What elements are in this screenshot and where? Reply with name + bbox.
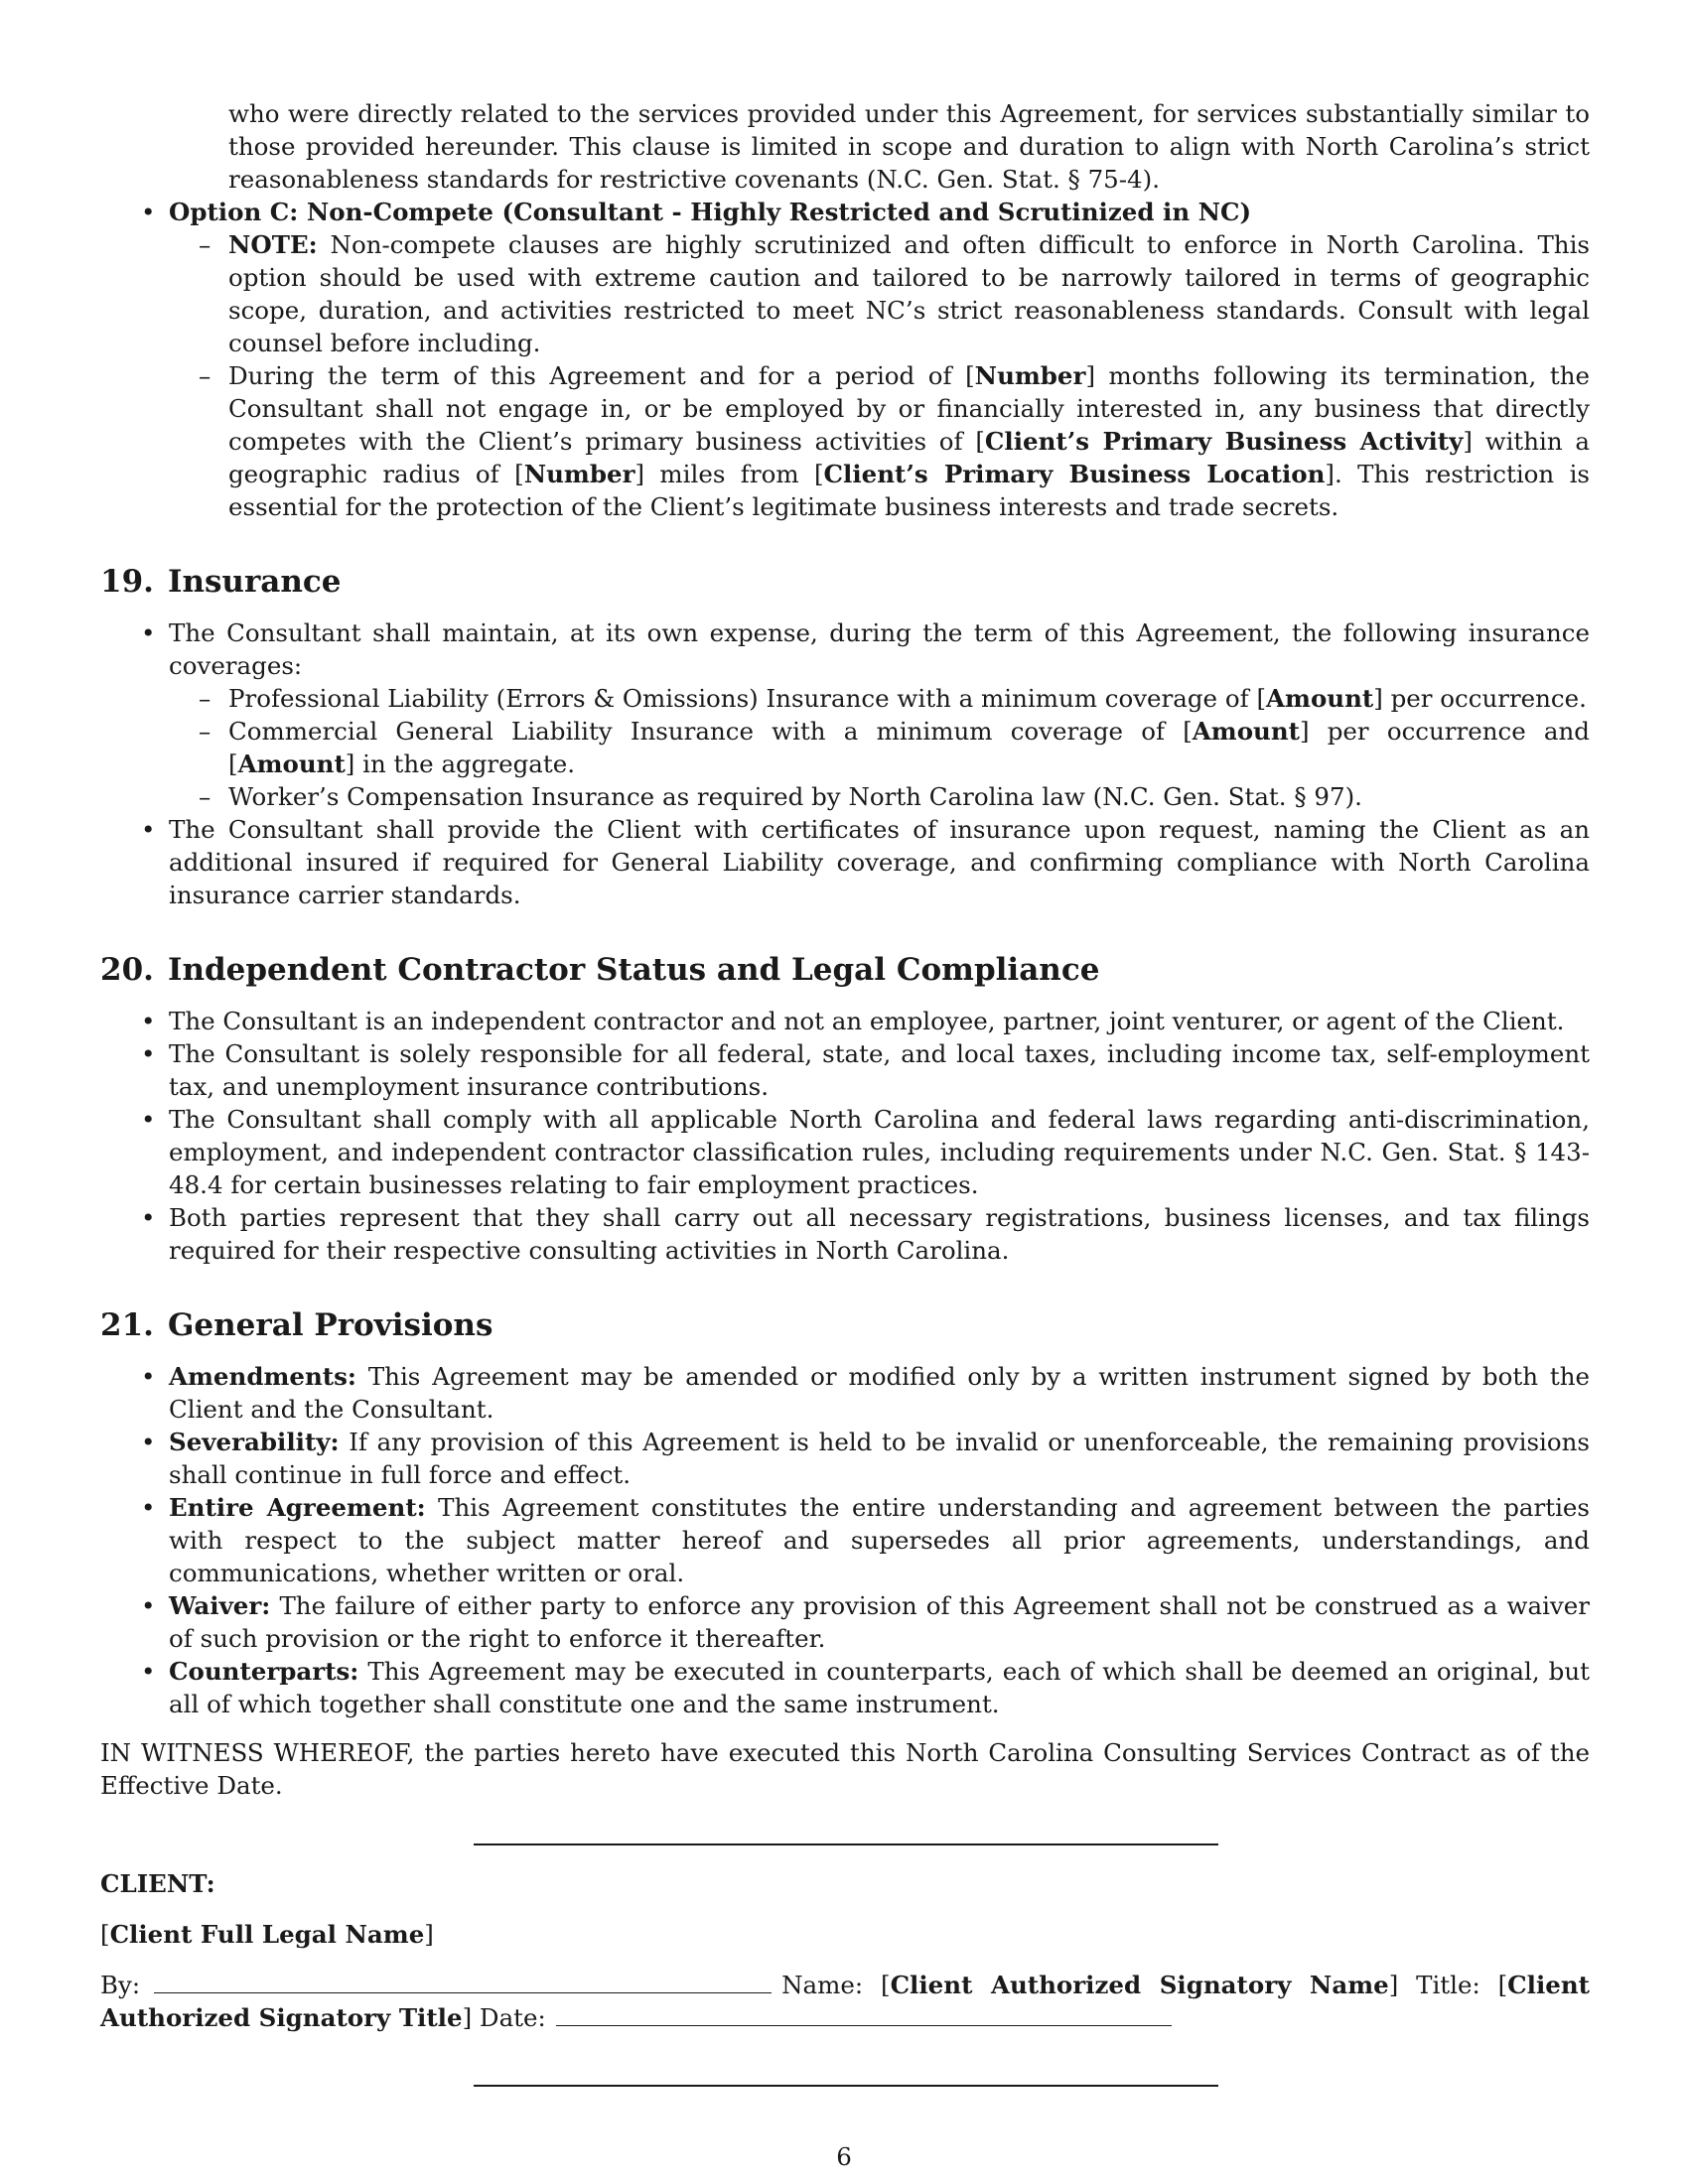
document-page [100, 97, 1590, 2087]
by-signature-blank[interactable] [154, 1971, 772, 1993]
placeholder-amount: Amount [237, 750, 346, 778]
section-heading-independent-contractor [100, 951, 1590, 989]
by-label: By: [100, 1971, 141, 1999]
list-item: • The Consultant is solely responsible for all federal, state, and local taxes, including income tax, self-employment tax, and unemployment insurance contributions. [100, 1037, 1590, 1103]
insurance-coverage-list [169, 682, 1590, 813]
list-item: • Both parties represent that they shall carry out all necessary registrations, business licenses, and tax filings required for their respective consulting activities in North Carolina. [100, 1201, 1590, 1267]
list-item: • The Consultant shall provide the Client with certificates of insurance upon request, naming the Client as an additional insured if required for General Liability coverage, and confirming compliance with North Carolina insurance carrier standards. [100, 813, 1590, 911]
coverage-professional-liability: – Professional Liability (Errors & Omissions) Insurance with a minimum coverage of [Amount] per occurrence. [169, 682, 1590, 715]
coverage-workers-compensation: – Worker’s Compensation Insurance as required by North Carolina law (N.C. Gen. Stat. § 97). [169, 780, 1590, 813]
insurance-intro: The Consultant shall maintain, at its own expense, during the term of this Agreement, the following insurance coverages: [169, 618, 1590, 680]
placeholder-number: Number [974, 361, 1086, 390]
general-provisions-list [100, 1360, 1590, 1720]
clause-text: ] months following its termination, the Consultant shall not engage in, or be employed by or financially interested in, any business that directly competes with the Client’s primary business activities of [ [228, 361, 1590, 456]
provision-amendments: • Amendments: This Agreement may be amended or modified only by a written instrument signed by both the Client and the Consultant. [100, 1360, 1590, 1426]
list-item [100, 616, 1590, 813]
provision-entire-agreement: • Entire Agreement: This Agreement constitutes the entire understanding and agreement between the parties with respect to the subject matter hereof and supersedes all prior agreements, understandings, and communications, whether written or oral. [100, 1491, 1590, 1589]
list-item: • The Consultant shall comply with all applicable North Carolina and federal laws regarding anti-discrimination, employment, and independent contractor classification rules, including requirements under N.C. Gen. Stat. § 143-48.4 for certain businesses relating to fair employment practices. [100, 1103, 1590, 1201]
placeholder-business-activity: Client’s Primary Business Activity [984, 427, 1464, 456]
client-full-legal-name: [Client Full Legal Name] [100, 1920, 434, 1949]
provision-waiver: • Waiver: The failure of either party to enforce any provision of this Agreement shall not be construed as a waiver of such provision or the right to enforce it thereafter. [100, 1589, 1590, 1655]
option-c-note [169, 228, 1590, 359]
date-blank[interactable] [556, 2003, 1172, 2026]
clause-text: ] miles from [ [634, 460, 824, 488]
note-label: NOTE: [228, 230, 318, 259]
section-number: 20. [100, 952, 154, 988]
section-title: General Provisions [167, 1307, 493, 1343]
independent-contractor-list [100, 1005, 1590, 1267]
option-c-title: Option C: Non-Compete (Consultant - Highly Restricted and Scrutinized in NC) [169, 198, 1252, 226]
witness-statement: IN WITNESS WHEREOF, the parties hereto have executed this North Carolina Consulting Services Contract as of the Effective Date. [100, 1738, 1590, 1800]
restrictive-covenant-continuation: who were directly related to the services provided under this Agreement, for services substantially similar to those provided hereunder. This clause is limited in scope and duration to align with North Carolina’s strict reasonableness standards for restrictive covenants (N.C. Gen. Stat. § 75-4). [228, 99, 1590, 194]
name-label: Name: [ [781, 1971, 891, 1999]
non-compete-clause [169, 359, 1590, 523]
section-title: Independent Contractor Status and Legal Compliance [167, 952, 1100, 988]
signature-line [474, 2085, 1218, 2087]
option-c-item [100, 196, 1590, 523]
section-number: 21. [100, 1307, 154, 1343]
coverage-general-liability: – Commercial General Liability Insurance with a minimum coverage of [Amount] per occurrence and [Amount] in the aggregate. [169, 715, 1590, 780]
page-number: 6 [836, 2142, 852, 2171]
placeholder-amount: Amount [1192, 717, 1300, 746]
provision-counterparts: • Counterparts: This Agreement may be executed in counterparts, each of which shall be deemed an original, but all of which together shall constitute one and the same instrument. [100, 1655, 1590, 1720]
client-signature-block [100, 1969, 1590, 2034]
clause-text: During the term of this Agreement and for a period of [ [228, 361, 975, 390]
placeholder-business-location: Client’s Primary Business Location [823, 460, 1326, 488]
title-label: ] Title: [ [1388, 1971, 1508, 1999]
signatory-title-placeholder: Client Authorized Signatory Title [100, 1971, 1590, 2032]
list-item: • The Consultant is an independent contractor and not an employee, partner, joint venturer, or agent of the Client. [100, 1005, 1590, 1037]
section-heading-general-provisions [100, 1306, 1590, 1344]
section-number: 19. [100, 564, 154, 600]
signature-line [474, 1843, 1218, 1845]
client-label: CLIENT: [100, 1869, 215, 1898]
provision-severability: • Severability: If any provision of this Agreement is held to be invalid or unenforceable, the remaining provisions shall continue in full force and effect. [100, 1426, 1590, 1491]
signatory-name-placeholder: Client Authorized Signatory Name [890, 1971, 1389, 1999]
section-title: Insurance [167, 564, 342, 600]
option-c-list [100, 196, 1590, 523]
note-text: Non-compete clauses are highly scrutinized and often difficult to enforce in North Carolina. This option should be used with extreme caution and tailored to be narrowly tailored in terms of geographic scope, duration, and activities restricted to meet NC’s strict reasonableness standards. Consult with legal counsel before including. [228, 230, 1590, 357]
section-heading-insurance [100, 563, 1590, 601]
date-label: ] Date: [462, 2003, 546, 2032]
placeholder-amount: Amount [1266, 684, 1374, 713]
clause-text: ] within a geographic radius of [ [228, 427, 1590, 488]
placeholder-number: Number [523, 460, 635, 488]
clause-text: ]. This restriction is essential for the protection of the Client’s legitimate business interests and trade secrets. [228, 460, 1590, 521]
option-c-sublist [169, 228, 1590, 523]
insurance-list [100, 616, 1590, 911]
